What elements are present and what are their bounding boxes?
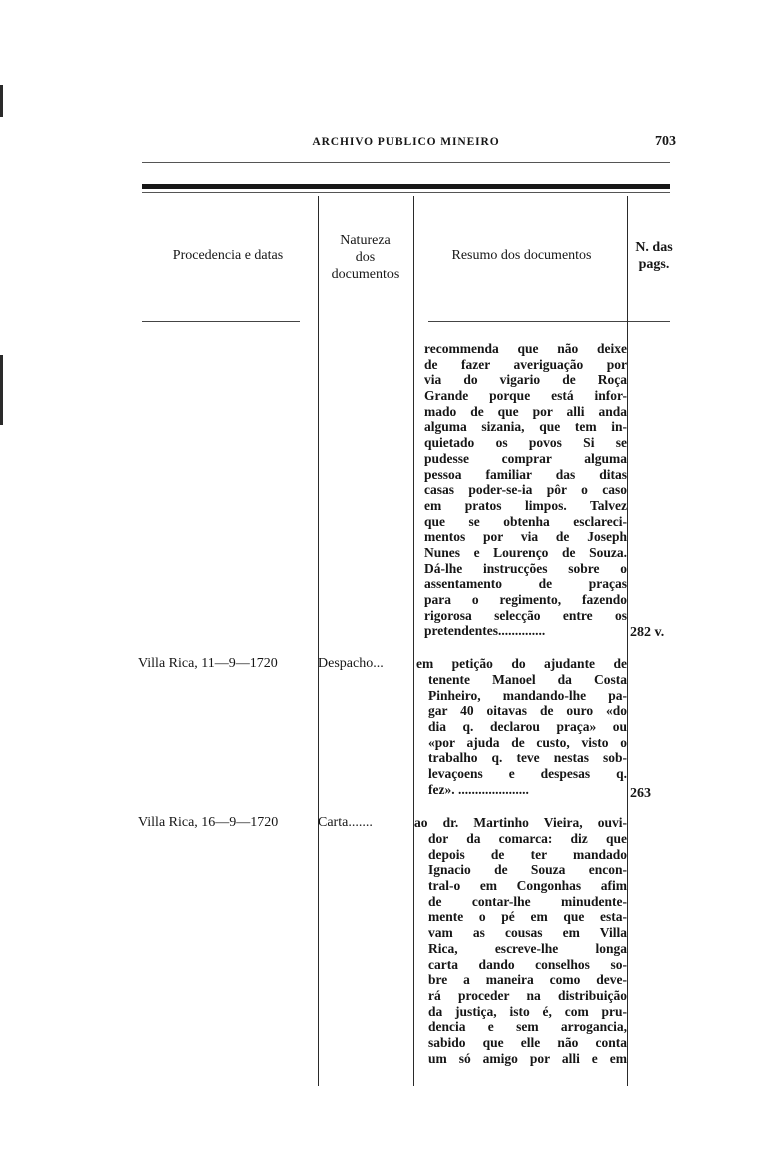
table-row-summary [416, 656, 627, 672]
header-rule [142, 162, 670, 163]
summary-line: dia q. declarou praça» ou [428, 719, 627, 735]
summary-line: pessoa familiar das ditas [424, 466, 627, 482]
column-divider [627, 196, 628, 1086]
natureza-cell: Carta....... [318, 815, 373, 830]
summary-line: pudesse comprar alguma [424, 450, 627, 466]
summary-line: dor da comarca: diz que [428, 831, 627, 846]
summary-line: mado de que por alli anda [424, 403, 627, 419]
summary-line: assentamento de praças [424, 576, 627, 592]
summary-line: Rica, escreve-lhe longa [428, 940, 627, 956]
scan-edge-mark [0, 85, 3, 117]
page-reference: 263 [630, 786, 651, 801]
procedencia-cell: Villa Rica, 16—9—1720 [138, 815, 279, 830]
summary-line: sabido que elle não conta [428, 1034, 627, 1050]
table-top-rule [142, 184, 670, 189]
summary-line: que se obtenha esclareci- [424, 513, 627, 529]
summary-line: fez». ..................... [428, 781, 529, 797]
summary-line: um só amigo por alli e em [428, 1050, 627, 1066]
summary-line: alguma sizania, que tem in- [424, 419, 627, 435]
column-header-natureza [318, 232, 413, 283]
page-reference: 282 v. [630, 625, 665, 640]
column-header-natureza-line: Natureza [340, 233, 391, 248]
summary-line: carta dando conselhos so- [428, 956, 627, 972]
summary-line: de contar-lhe minudente- [428, 893, 627, 909]
summary-line: em pratos limpos. Talvez [424, 497, 627, 513]
running-header [142, 134, 676, 156]
column-header-resumo: Resumo dos documentos [451, 248, 592, 263]
running-title: ARCHIVO PUBLICO MINEIRO [312, 136, 500, 148]
summary-line: Nunes e Lourenço de Souza. [424, 544, 627, 560]
summary-line: «por ajuda de custo, visto o [428, 734, 627, 750]
scan-edge-mark [0, 355, 3, 425]
summary-line: rá proceder na distribuição [428, 987, 627, 1003]
summary-line: para o regimento, fazendo [424, 592, 627, 607]
summary-line: casas poder-se-ia pôr o caso [424, 482, 627, 498]
summary-line: rigorosa selecção entre os [424, 607, 627, 623]
table-row-summary [414, 815, 627, 831]
summary-line: em petição do ajudante de [416, 656, 627, 671]
header-bottom-rule [428, 321, 670, 322]
natureza-cell: Despacho... [318, 656, 384, 671]
summary-line: trabalho q. teve nestas sob- [428, 750, 627, 766]
summary-line: recommenda que não deixe [424, 341, 627, 356]
table-top-rule-thin [142, 192, 670, 193]
column-header-procedencia: Procedencia e datas [172, 248, 284, 263]
summary-line: dencia e sem arrogancia, [428, 1019, 627, 1035]
header-bottom-rule [142, 321, 300, 322]
summary-line: de fazer averiguação por [424, 356, 627, 372]
summary-line: Pinheiro, mandando-lhe pa- [428, 687, 627, 703]
summary-line: levaçoens e despesas q. [428, 766, 627, 782]
summary-line: Grande porque está infor- [424, 388, 627, 404]
column-divider [413, 196, 414, 1086]
table-row-summary [428, 672, 627, 798]
table-row-summary [424, 341, 627, 639]
summary-line: depois de ter mandado [428, 846, 627, 862]
column-divider [318, 196, 319, 1086]
summary-line: Dá-lhe instrucções sobre o [424, 560, 627, 576]
summary-line: tral-o em Congonhas afim [428, 878, 627, 894]
column-header-paginas-line: pags. [638, 257, 670, 272]
summary-line: vam as cousas em Villa [428, 925, 627, 941]
summary-line: pretendentes.............. [424, 623, 546, 639]
summary-line: quietado os povos Si se [424, 435, 627, 451]
summary-line: tenente Manoel da Costa [428, 672, 627, 687]
column-header-natureza-line: documentos [331, 267, 400, 282]
summary-line: gar 40 oitavas de ouro «do [428, 703, 627, 719]
summary-line: Ignacio de Souza encon- [428, 862, 627, 878]
summary-line: mente o pé em que esta- [428, 909, 627, 925]
summary-line: via do vigario de Roça [424, 372, 627, 388]
summary-line: bre a maneira como deve- [428, 972, 627, 988]
table-row-summary [428, 831, 627, 1066]
column-header-paginas [628, 239, 680, 273]
page-number: 703 [655, 134, 676, 149]
procedencia-cell: Villa Rica, 11—9—1720 [138, 656, 278, 671]
summary-line: mentos por via de Joseph [424, 529, 627, 545]
column-header-paginas-line: N. das [635, 240, 673, 255]
summary-line: ao dr. Martinho Vieira, ouvi- [414, 815, 627, 830]
summary-line: da justiça, isto é, com pru- [428, 1003, 627, 1019]
column-header-natureza-line: dos [355, 250, 376, 265]
